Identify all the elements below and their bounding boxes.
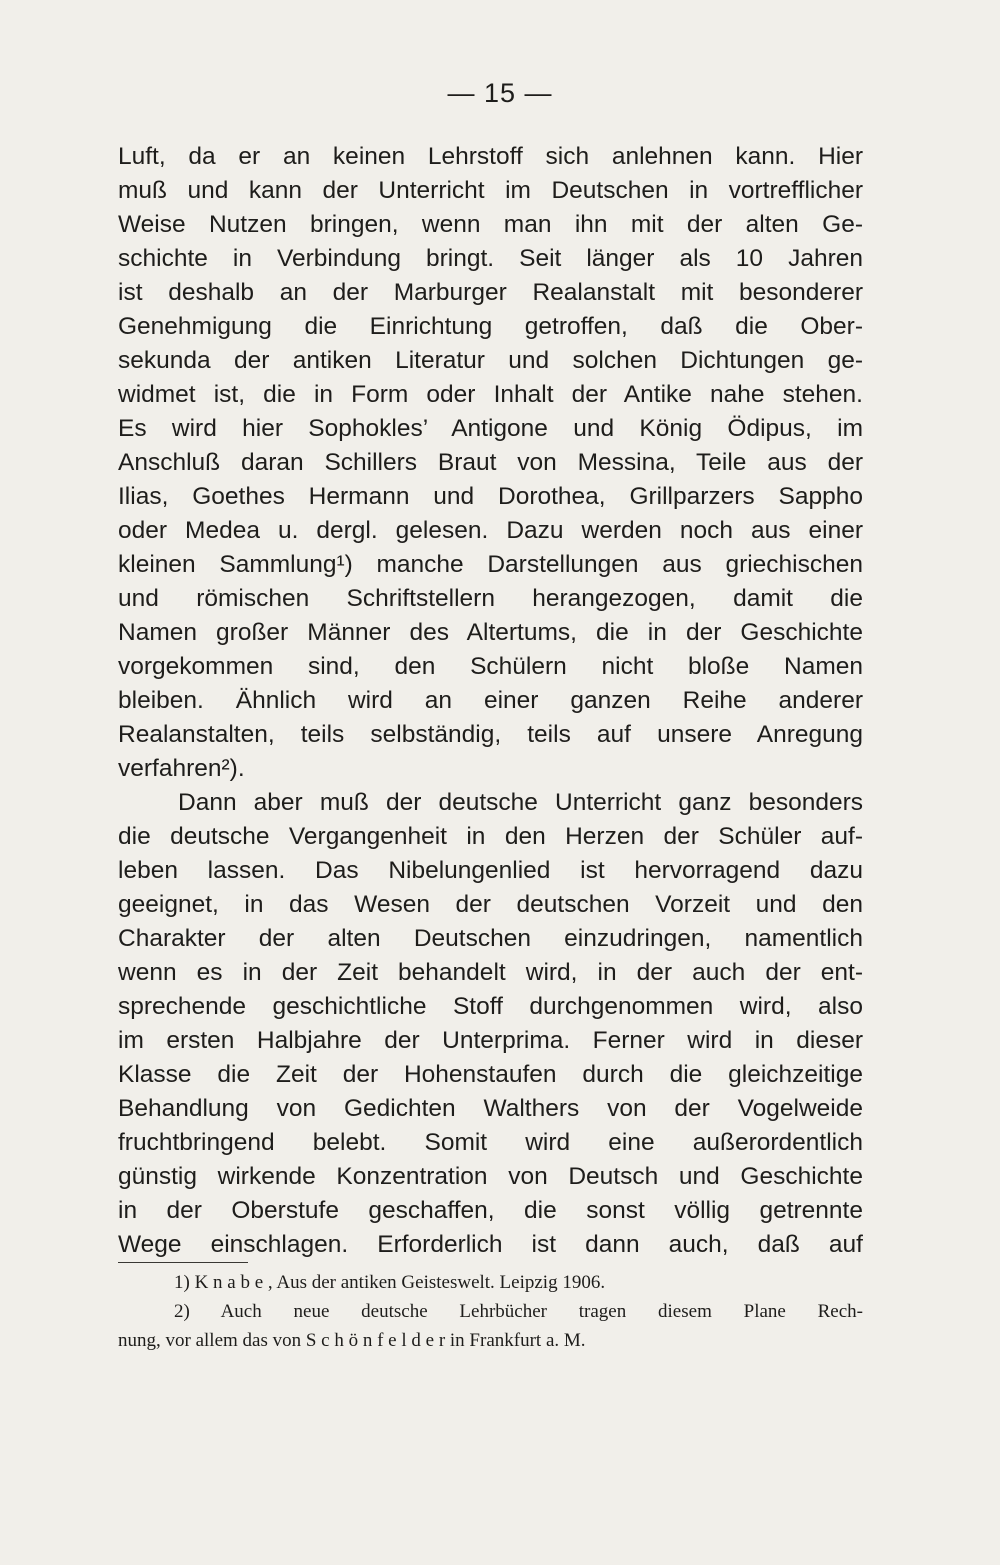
text-line: in der Oberstufe geschaffen, die sonst völlig getrennte xyxy=(118,1197,863,1224)
paragraph-start-line: Dann aber muß der deutsche Unterricht ganz besonders xyxy=(178,789,863,816)
text-line: ist deshalb an der Marburger Realanstalt mit besonderer xyxy=(118,279,863,306)
body-text xyxy=(118,140,863,1262)
text-line: Namen großer Männer des Altertums, die in der Geschichte xyxy=(118,619,863,646)
footnote-2: 2) Auch neue deutsche Lehrbücher tragen diesem Plane Rech- xyxy=(174,1301,863,1322)
text-line: Weise Nutzen bringen, wenn man ihn mit der alten Ge- xyxy=(118,211,863,238)
text-line: vorgekommen sind, den Schülern nicht bloße Namen xyxy=(118,653,863,680)
text-line: schichte in Verbindung bringt. Seit länger als 10 Jahren xyxy=(118,245,863,272)
text-line: bleiben. Ähnlich wird an einer ganzen Reihe anderer xyxy=(118,687,863,714)
text-line: Genehmigung die Einrichtung getroffen, daß die Ober- xyxy=(118,313,863,340)
footnote-1: 1) K n a b e , Aus der antiken Geisteswelt. Leipzig 1906. xyxy=(174,1272,606,1293)
text-line: Realanstalten, teils selbständig, teils auf unsere Anregung xyxy=(118,721,863,748)
text-line: verfahren²). xyxy=(118,755,245,782)
text-line: muß und kann der Unterricht im Deutschen in vortrefflicher xyxy=(118,177,863,204)
text-line: im ersten Halbjahre der Unterprima. Ferner wird in dieser xyxy=(118,1027,863,1054)
text-line: Behandlung von Gedichten Walthers von der Vogelweide xyxy=(118,1095,863,1122)
text-line: Es wird hier Sophokles’ Antigone und König Ödipus, im xyxy=(118,415,863,442)
text-line: sprechende geschichtliche Stoff durchgenommen wird, also xyxy=(118,993,863,1020)
text-line: geeignet, in das Wesen der deutschen Vorzeit und den xyxy=(118,891,863,918)
text-line: sekunda der antiken Literatur und solchen Dichtungen ge- xyxy=(118,347,863,374)
text-line: und römischen Schriftstellern herangezogen, damit die xyxy=(118,585,863,612)
footnote-divider xyxy=(118,1262,248,1263)
text-line: kleinen Sammlung¹) manche Darstellungen aus griechischen xyxy=(118,551,863,578)
text-line: wenn es in der Zeit behandelt wird, in der auch der ent- xyxy=(118,959,863,986)
text-line: Charakter der alten Deutschen einzudringen, namentlich xyxy=(118,925,863,952)
text-line: die deutsche Vergangenheit in den Herzen der Schüler auf- xyxy=(118,823,863,850)
text-line: widmet ist, die in Form oder Inhalt der Antike nahe stehen. xyxy=(118,381,863,408)
text-line: Ilias, Goethes Hermann und Dorothea, Grillparzers Sappho xyxy=(118,483,863,510)
text-line: fruchtbringend belebt. Somit wird eine außerordentlich xyxy=(118,1129,863,1156)
text-line: Klasse die Zeit der Hohenstaufen durch die gleichzeitige xyxy=(118,1061,863,1088)
text-line: Wege einschlagen. Erforderlich ist dann auch, daß auf xyxy=(118,1231,863,1258)
page-number: — 15 — xyxy=(447,78,553,108)
text-line: oder Medea u. dergl. gelesen. Dazu werden noch aus einer xyxy=(118,517,863,544)
text-line: Luft, da er an keinen Lehrstoff sich anlehnen kann. Hier xyxy=(118,143,863,170)
text-line: Anschluß daran Schillers Braut von Messina, Teile aus der xyxy=(118,449,863,476)
text-line: günstig wirkende Konzentration von Deutsch und Geschichte xyxy=(118,1163,863,1190)
footnote-2-continuation: nung, vor allem das von S c h ö n f e l d e r in Frankfurt a. M. xyxy=(118,1330,586,1351)
footnotes xyxy=(118,1268,863,1355)
text-line: leben lassen. Das Nibelungenlied ist hervorragend dazu xyxy=(118,857,863,884)
